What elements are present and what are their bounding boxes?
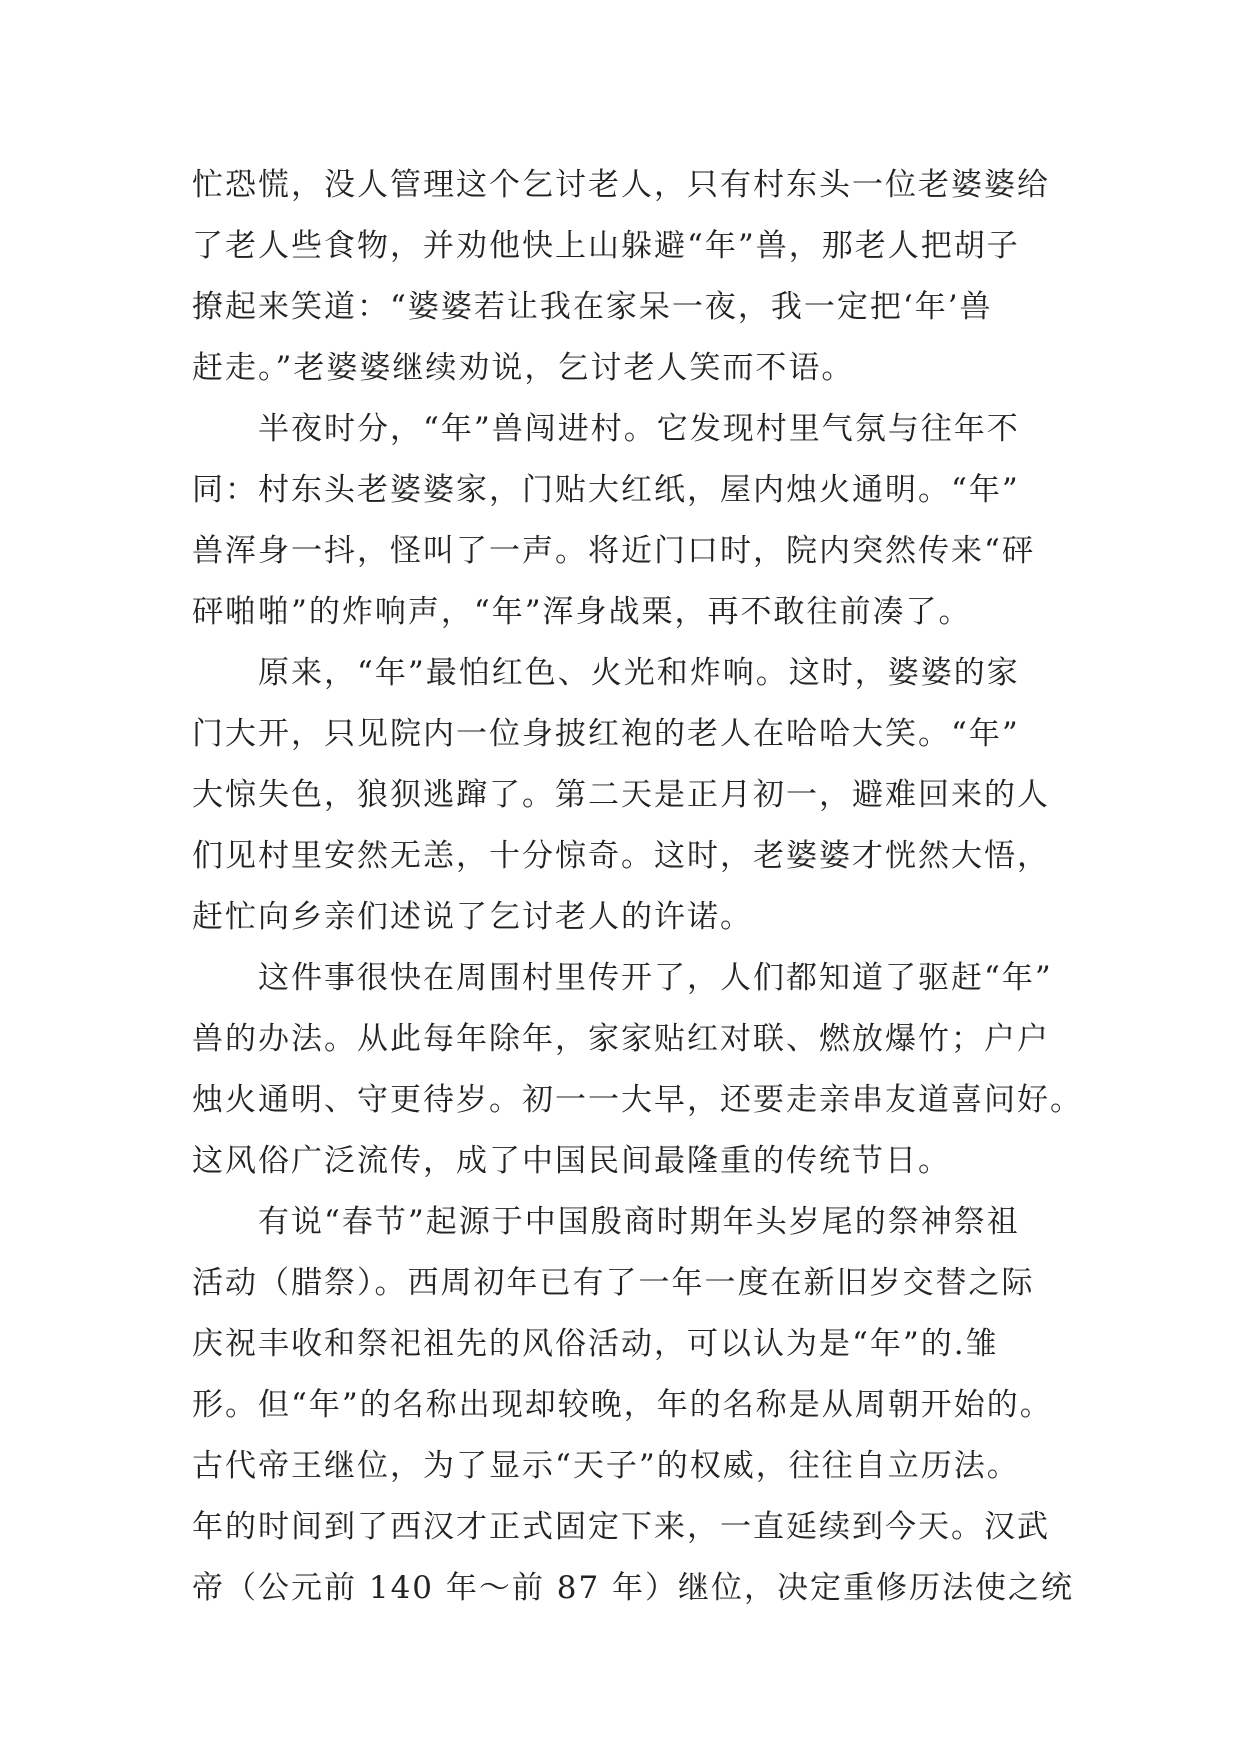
- text-line: 赶忙向乡亲们述说了乞讨老人的许诺。: [192, 899, 753, 935]
- text-line: 庆祝丰收和祭祀祖先的风俗活动，可以认为是“年”的.雏: [192, 1326, 999, 1362]
- text-line: 烛火通明、守更待岁。初一一大早，还要走亲串友道喜问好。: [192, 1082, 1083, 1118]
- document-page: [192, 155, 1083, 1619]
- text-line: 撩起来笑道：“婆婆若让我在家呆一夜，我一定把‘年’兽: [192, 289, 993, 325]
- text-line: 们见村里安然无恙，十分惊奇。这时，老婆婆才恍然大悟，: [192, 838, 1050, 874]
- text-line: 形。但“年”的名称出现却较晚，年的名称是从周朝开始的。: [192, 1387, 1053, 1423]
- text-line: 大惊失色，狼狈逃蹿了。第二天是正月初一，避难回来的人: [192, 777, 1050, 813]
- text-line: 原来，“年”最怕红色、火光和炸响。这时，婆婆的家: [258, 655, 1020, 691]
- text-line: 有说“春节”起源于中国殷商时期年头岁尾的祭神祭祖: [258, 1204, 1020, 1240]
- text-line: 这风俗广泛流传，成了中国民间最隆重的传统节日。: [192, 1143, 951, 1179]
- text-line: 这件事很快在周围村里传开了，人们都知道了驱赶“年”: [258, 960, 1053, 996]
- paragraph: [192, 1192, 1075, 1619]
- paragraph: [192, 399, 1072, 643]
- text-line: 忙恐慌，没人管理这个乞讨老人，只有村东头一位老婆婆给: [192, 167, 1050, 203]
- text-line: 门大开，只见院内一位身披红袍的老人在哈哈大笑。“年”: [192, 716, 1020, 752]
- text-line: 半夜时分，“年”兽闯进村。它发现村里气氛与往年不: [258, 411, 1020, 447]
- paragraph: [192, 948, 1083, 1192]
- text-line: 了老人些食物，并劝他快上山躲避“年”兽，那老人把胡子: [192, 228, 1020, 264]
- text-line: 古代帝王继位，为了显示“天子”的权威，往往自立历法。: [192, 1448, 1020, 1484]
- text-line: 兽浑身一抖，怪叫了一声。将近门口时，院内突然传来“砰: [192, 533, 1035, 569]
- text-line: 帝（公元前 140 年～前 87 年）继位，决定重修历法使之统: [192, 1570, 1075, 1606]
- text-line: 活动（腊祭）。西周初年已有了一年一度在新旧岁交替之际: [192, 1265, 1035, 1301]
- text-line: 砰啪啪”的炸响声，“年”浑身战栗，再不敢往前凑了。: [192, 594, 972, 630]
- text-line: 同：村东头老婆婆家，门贴大红纸，屋内烛火通明。“年”: [192, 472, 1020, 508]
- text-line: 赶走。”老婆婆继续劝说，乞讨老人笑而不语。: [192, 350, 855, 386]
- text-line: 年的时间到了西汉才正式固定下来，一直延续到今天。汉武: [192, 1509, 1050, 1545]
- paragraph: [192, 155, 1072, 399]
- paragraph: [192, 643, 1072, 948]
- text-line: 兽的办法。从此每年除年，家家贴红对联、燃放爆竹；户户: [192, 1021, 1050, 1057]
